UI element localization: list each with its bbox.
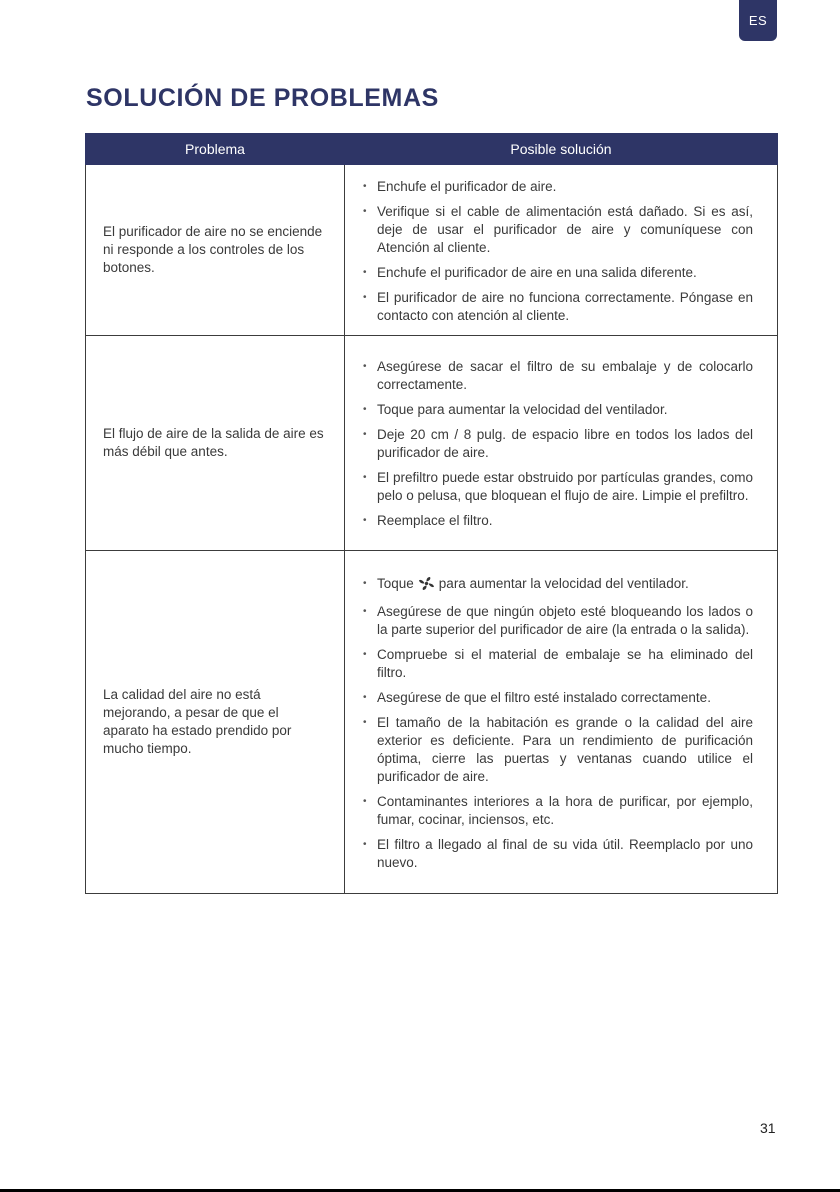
column-header-problem: Problema: [86, 134, 345, 165]
solution-list: [363, 178, 753, 325]
language-tab: ES: [739, 0, 777, 41]
problem-cell: El purificador de aire no se enciende ni responde a los controles de los botones.: [86, 165, 345, 336]
solution-item: • Enchufe el purificador de aire en una salida diferente.: [363, 264, 753, 282]
table-row: [86, 336, 778, 551]
solution-item: • Deje 20 cm / 8 pulg. de espacio libre en todos los lados del purificador de aire.: [363, 426, 753, 462]
solutions-cell: [345, 336, 778, 551]
table-row: [86, 165, 778, 336]
solution-prefix: Toque: [377, 575, 414, 591]
solution-item: • Enchufe el purificador de aire.: [363, 178, 753, 196]
solution-list: [363, 575, 753, 872]
solution-item: • Verifique si el cable de alimentación está dañado. Si es así, deje de usar el purificador de aire y comuníquese con Atención al cliente.: [363, 203, 753, 257]
table-header-row: [86, 134, 778, 165]
solutions-cell: [345, 551, 778, 894]
solution-item: • Toque para aumentar la velocidad del ventilador.: [363, 401, 753, 419]
solution-item: • El filtro a llegado al final de su vida útil. Reemplaclo por uno nuevo.: [363, 836, 753, 872]
solution-item: • Asegúrese de que el filtro esté instalado correctamente.: [363, 689, 753, 707]
page-number: 31: [760, 1120, 776, 1136]
solution-list: [363, 358, 753, 530]
table-row: [86, 551, 778, 894]
problem-cell: El flujo de aire de la salida de aire es más débil que antes.: [86, 336, 345, 551]
solution-item: • Asegúrese de sacar el filtro de su embalaje y de colocarlo correctamente.: [363, 358, 753, 394]
solutions-cell: [345, 165, 778, 336]
fan-icon: [418, 576, 435, 596]
solution-item: • Compruebe si el material de embalaje se ha eliminado del filtro.: [363, 646, 753, 682]
solution-item: • Contaminantes interiores a la hora de purificar, por ejemplo, fumar, cocinar, inciensos, etc.: [363, 793, 753, 829]
solution-item: • Reemplace el filtro.: [363, 512, 753, 530]
page-title: SOLUCIÓN DE PROBLEMAS: [86, 84, 439, 112]
solution-item: • Asegúrese de que ningún objeto esté bloqueando los lados o la parte superior del purificador de aire (la entrada o la salida).: [363, 603, 753, 639]
solution-item: [363, 575, 753, 596]
troubleshooting-table: [85, 133, 778, 894]
solution-item: • El prefiltro puede estar obstruido por partículas grandes, como pelo o pelusa, que bloquean el flujo de aire. Limpie el prefiltro.: [363, 469, 753, 505]
solution-item: • El tamaño de la habitación es grande o la calidad del aire exterior es deficiente. Para un rendimiento de purificación óptima, cierre las puertas y ventanas cuando utilice el purificador de aire.: [363, 714, 753, 786]
solution-text: para aumentar la velocidad del ventilador.: [438, 575, 689, 591]
problem-cell: La calidad del aire no está mejorando, a pesar de que el aparato ha estado prendido por mucho tiempo.: [86, 551, 345, 894]
solution-item: • El purificador de aire no funciona correctamente. Póngase en contacto con atención al cliente.: [363, 289, 753, 325]
column-header-solution: Posible solución: [345, 134, 778, 165]
